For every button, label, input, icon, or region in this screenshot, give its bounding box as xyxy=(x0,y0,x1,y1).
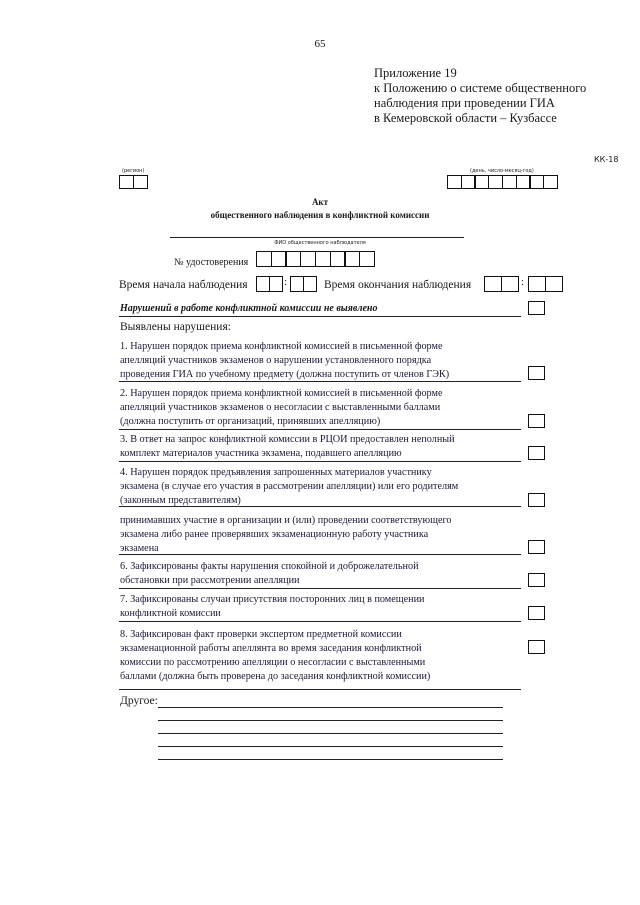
item-8-line-3: комиссии по рассмотрению апелляции о несогласии с выставленными xyxy=(120,657,426,668)
start-colon: : xyxy=(284,276,288,288)
item-6-line-2: обстановки при рассмотрении апелляции xyxy=(120,575,300,586)
item-6-underline xyxy=(119,588,521,589)
violation-5-checkbox[interactable] xyxy=(528,540,545,554)
other-line-4[interactable] xyxy=(158,746,503,747)
item-3-underline xyxy=(119,461,521,462)
item-7-line-1: 7. Зафиксированы случаи присутствия посторонних лиц в помещении xyxy=(120,594,425,605)
item-8-line-4: баллами (должна быть проверена до заседания конфликтной комиссии) xyxy=(120,671,431,682)
item-4-underline xyxy=(119,506,521,507)
item-1-underline xyxy=(119,381,521,382)
item-4-line-1: 4. Нарушен порядок предъявления запрошенных материалов участнику xyxy=(120,467,432,478)
violation-item-8 xyxy=(120,628,430,684)
other-line-1[interactable] xyxy=(158,707,503,708)
date-cells[interactable] xyxy=(447,175,557,189)
fio-label: ФИО общественного наблюдателя xyxy=(274,240,366,246)
item-5-underline xyxy=(119,554,521,555)
item-5-line-3: экзамена xyxy=(120,543,159,554)
found-violations-label: Выявлены нарушения: xyxy=(120,321,231,333)
region-cells[interactable] xyxy=(119,175,146,189)
violation-item-2 xyxy=(120,387,442,429)
other-label: Другое: xyxy=(120,695,158,707)
item-2-line-3: (должна поступить от организаций, принявших апелляцию) xyxy=(120,416,381,427)
item-8-line-1: 8. Зафиксирован факт проверки экспертом предметной комиссии xyxy=(120,629,402,640)
page-number: 65 xyxy=(314,38,326,50)
other-line-3[interactable] xyxy=(158,733,503,734)
id-label: № удостоверения xyxy=(174,257,249,268)
violation-3-checkbox[interactable] xyxy=(528,446,545,460)
item-2-line-1: 2. Нарушен порядок приема конфликтной комиссией в письменной форме xyxy=(120,388,443,399)
appendix-line-2: к Положению о системе общественного xyxy=(374,81,587,95)
item-7-line-2: конфликтной комиссии xyxy=(120,608,221,619)
end-time-label: Время окончания наблюдения xyxy=(324,279,472,291)
violation-item-1 xyxy=(120,340,449,382)
id-cells[interactable] xyxy=(256,251,374,267)
violation-1-checkbox[interactable] xyxy=(528,366,545,380)
violation-7-checkbox[interactable] xyxy=(528,606,545,620)
form-code: КК-18 xyxy=(594,155,619,164)
no-violations-underline xyxy=(119,316,521,317)
violation-item-4 xyxy=(120,466,458,508)
act-subtitle: общественного наблюдения в конфликтной комиссии xyxy=(210,210,430,220)
appendix-header xyxy=(374,66,586,126)
start-hours-cells[interactable] xyxy=(256,276,281,292)
violation-item-5 xyxy=(120,514,451,556)
appendix-line-3: наблюдения при проведении ГИА xyxy=(374,96,555,110)
item-4-line-3: (законным представителям) xyxy=(120,495,241,506)
violation-8-checkbox[interactable] xyxy=(528,640,545,654)
violation-item-7 xyxy=(120,593,424,621)
item-5-line-2: экзамена либо ранее проверявших экзаменационную работу участника xyxy=(120,529,429,540)
appendix-line-1: Приложение 19 xyxy=(374,66,457,80)
appendix-line-4: в Кемеровской области – Кузбассе xyxy=(374,111,557,125)
item-1-line-3: проведения ГИА по учебному предмету (должна поступить от членов ГЭК) xyxy=(120,369,450,380)
violation-item-6 xyxy=(120,560,419,588)
act-title: Акт xyxy=(311,197,329,207)
start-time-label: Время начала наблюдения xyxy=(119,279,248,291)
item-6-line-1: 6. Зафиксированы факты нарушения спокойной и доброжелательной xyxy=(120,561,419,572)
no-violations-label: Нарушений в работе конфликтной комиссии не выявлено xyxy=(120,303,378,314)
item-1-line-1: 1. Нарушен порядок приема конфликтной комиссией в письменной форме xyxy=(120,341,443,352)
violation-item-3 xyxy=(120,433,455,461)
other-line-2[interactable] xyxy=(158,720,503,721)
item-8-line-2: экзаменационной работы апеллянта во время заседания конфликтной xyxy=(120,643,422,654)
fio-line[interactable] xyxy=(170,237,464,238)
other-line-5[interactable] xyxy=(158,759,503,760)
start-minutes-cells[interactable] xyxy=(290,276,315,292)
item-3-line-2: комплект материалов участника экзамена, подавшего апелляцию xyxy=(120,448,402,459)
violation-2-checkbox[interactable] xyxy=(528,414,545,428)
item-2-line-2: апелляций участников экзаменов о несогласии с выставленными баллами xyxy=(120,402,441,413)
end-minutes-cells[interactable] xyxy=(528,276,561,292)
end-colon: : xyxy=(521,276,525,288)
item-7-underline xyxy=(119,621,521,622)
item-2-underline xyxy=(119,429,521,430)
date-label: (день, число-месяц-год) xyxy=(470,168,534,174)
violation-4-checkbox[interactable] xyxy=(528,493,545,507)
end-hours-cells[interactable] xyxy=(484,276,517,292)
item-3-line-1: 3. В ответ на запрос конфликтной комиссии в РЦОИ предоставлен неполный xyxy=(120,434,455,445)
item-1-line-2: апелляций участников экзаменов о нарушении установленного порядка xyxy=(120,355,432,366)
region-label: (регион) xyxy=(122,168,145,174)
no-violations-checkbox[interactable] xyxy=(528,301,545,315)
item-4-line-2: экзамена (в случае его участия в рассмотрении апелляции) или его родителям xyxy=(120,481,459,492)
item-8-underline xyxy=(119,689,521,690)
item-5-line-1: принимавших участие в организации и (или) проведении соответствующего xyxy=(120,515,452,526)
violation-6-checkbox[interactable] xyxy=(528,573,545,587)
